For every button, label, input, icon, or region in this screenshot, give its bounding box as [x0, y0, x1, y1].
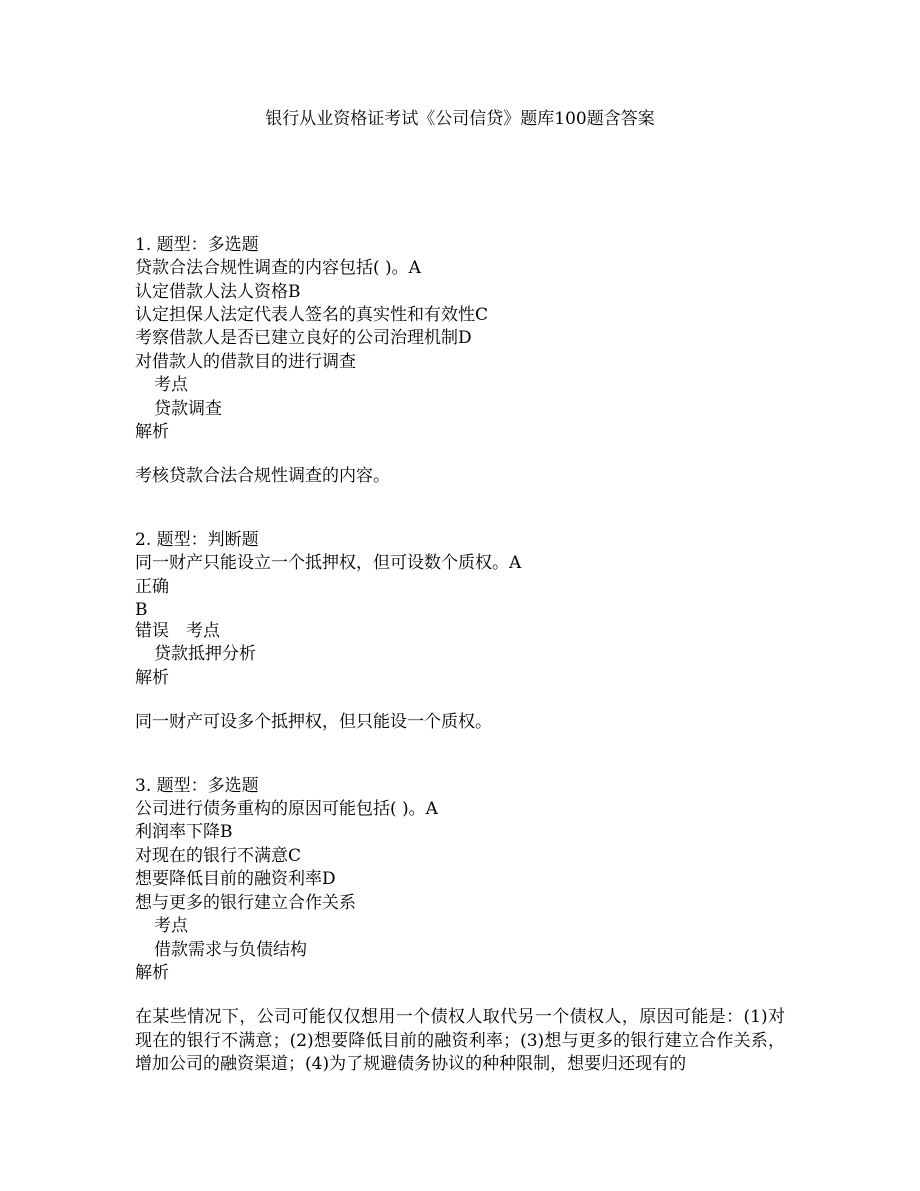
question-3-option: 利润率下降B — [135, 822, 233, 842]
question-1-stem: 贷款合法合规性调查的内容包括( )。A — [135, 258, 421, 278]
question-2-stem: 同一财产只能设立一个抵押权，但可设数个质权。A — [135, 553, 522, 573]
question-1-jiexi-label: 解析 — [135, 422, 169, 442]
question-1-option: 认定借款人法人资格B — [135, 282, 301, 302]
question-1-kaodian-label: 考点 — [154, 375, 188, 395]
question-3-jiexi-label: 解析 — [135, 963, 169, 983]
question-2-kaodian: 贷款抵押分析 — [154, 644, 256, 664]
question-3-option: 想要降低目前的融资利率D — [135, 869, 336, 889]
question-3-option: 对现在的银行不满意C — [135, 846, 302, 866]
question-3-kaodian-label: 考点 — [154, 916, 188, 936]
question-1-option: 考察借款人是否已建立良好的公司治理机制D — [135, 328, 472, 348]
question-2-option: 正确 — [135, 577, 169, 597]
question-1-option: 认定担保人法定代表人签名的真实性和有效性C — [135, 305, 489, 325]
question-3-header: 3. 题型：多选题 — [135, 776, 259, 796]
document-title: 银行从业资格证考试《公司信贷》题库100题含答案 — [265, 109, 655, 129]
question-2-option: B — [135, 600, 148, 620]
question-3-option: 想与更多的银行建立合作关系 — [135, 893, 356, 913]
question-1-analysis: 考核贷款合法合规性调查的内容。 — [135, 466, 390, 486]
question-1-header: 1. 题型：多选题 — [135, 235, 259, 255]
question-2-jiexi-label: 解析 — [135, 668, 169, 688]
question-2-analysis: 同一财产可设多个抵押权，但只能设一个质权。 — [135, 712, 492, 732]
question-3-kaodian: 借款需求与负债结构 — [154, 940, 307, 960]
question-2-header: 2. 题型：判断题 — [135, 530, 259, 550]
question-1-option: 对借款人的借款目的进行调查 — [135, 352, 356, 372]
question-2-option: 错误 考点 — [135, 621, 220, 641]
question-3-analysis: 在某些情况下，公司可能仅仅想用一个债权人取代另一个债权人，原因可能是：(1)对现在的银行不满意；(2)想要降低目前的融资利率；(3)想与更多的银行建立合作关系，增加公司的融资渠道；(4)为了规避债务协议的种种限制，想要归还现有的 — [135, 1007, 785, 1074]
question-3-stem: 公司进行债务重构的原因可能包括( )。A — [135, 799, 438, 819]
question-1-kaodian: 贷款调查 — [154, 399, 222, 419]
